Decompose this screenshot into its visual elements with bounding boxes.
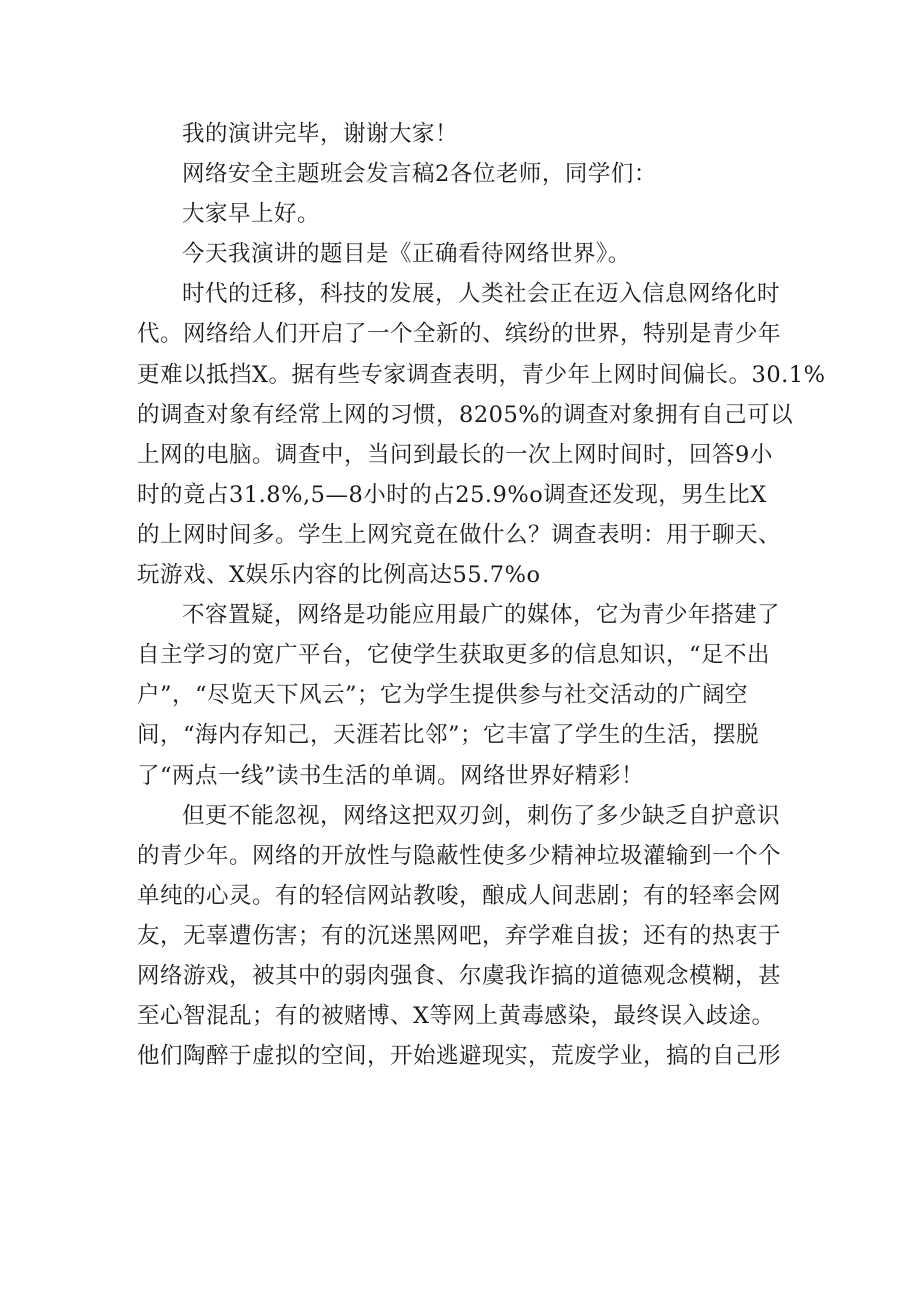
text-line: 的上网时间多。学生上网究竟在做什么？调查表明：用于聊天、 bbox=[137, 521, 782, 548]
text-line: 我的演讲完毕，谢谢大家！ bbox=[182, 121, 459, 147]
topic-paragraph bbox=[137, 234, 787, 274]
text-line: 网络安全主题班会发言稿2各位老师，同学们： bbox=[182, 161, 657, 188]
speech-title-paragraph bbox=[137, 154, 787, 194]
text-line: 网络游戏，被其中的弱肉强食、尔虞我诈搞的道德观念模糊，甚 bbox=[137, 962, 782, 989]
document-body bbox=[137, 114, 826, 1076]
text-line: 了“两点一线”读书生活的单调。网络世界好精彩！ bbox=[137, 762, 645, 789]
greeting-paragraph bbox=[137, 194, 787, 234]
text-line: 但更不能忽视，网络这把双刃剑，刺伤了多少缺乏自护意识 bbox=[182, 802, 781, 829]
benefits-paragraph bbox=[137, 595, 787, 795]
text-line: 友，无辜遭伤害；有的沉迷黑网吧，弃学难自拔；还有的热衷于 bbox=[137, 922, 782, 949]
text-line: 上网的电脑。调查中，当问到最长的一次上网时间时，回答9小 bbox=[137, 441, 773, 468]
statistics-paragraph bbox=[137, 274, 826, 595]
text-line: 今天我演讲的题目是《正确看待网络世界》。 bbox=[182, 241, 631, 268]
text-line: 单纯的心灵。有的轻信网站教唆，酿成人间悲剧；有的轻率会网 bbox=[137, 882, 782, 909]
closing-paragraph bbox=[137, 114, 787, 154]
dangers-paragraph bbox=[137, 796, 787, 1077]
text-line: 的青少年。网络的开放性与隐蔽性使多少精神垃圾灌输到一个个 bbox=[137, 842, 782, 869]
text-line: 自主学习的宽广平台，它使学生获取更多的信息知识，“足不出 bbox=[137, 642, 771, 669]
text-line: 户”，“尽览天下风云”；它为学生提供参与社交活动的广阔空 bbox=[137, 682, 749, 709]
text-line: 他们陶醉于虚拟的空间，开始逃避现实，荒废学业，搞的自己形 bbox=[137, 1043, 782, 1070]
text-line: 至心智混乱；有的被赌博、X等网上黄毒感染，最终误入歧途。 bbox=[137, 1003, 775, 1030]
text-line: 大家早上好。 bbox=[182, 201, 321, 228]
text-line: 的调查对象有经常上网的习惯，8205%的调查对象拥有自己可以 bbox=[137, 401, 794, 428]
text-line: 时的竟占31.8%,5—8小时的占25.9%o调查还发现，男生比X bbox=[137, 481, 767, 508]
text-line: 代。网络给人们开启了一个全新的、缤纷的世界，特别是青少年 bbox=[137, 321, 782, 348]
text-line: 玩游戏、X娱乐内容的比例高达55.7%o bbox=[137, 562, 541, 589]
text-line: 时代的迁移，科技的发展，人类社会正在迈入信息网络化时 bbox=[182, 281, 781, 308]
text-line: 不容置疑，网络是功能应用最广的媒体，它为青少年搭建了 bbox=[182, 602, 781, 629]
text-line: 更难以抵挡X。据有些专家调查表明，青少年上网时间偏长。30.1% bbox=[137, 361, 826, 388]
text-line: 间，“海内存知己，天涯若比邻”；它丰富了学生的生活，摆脱 bbox=[137, 722, 760, 749]
